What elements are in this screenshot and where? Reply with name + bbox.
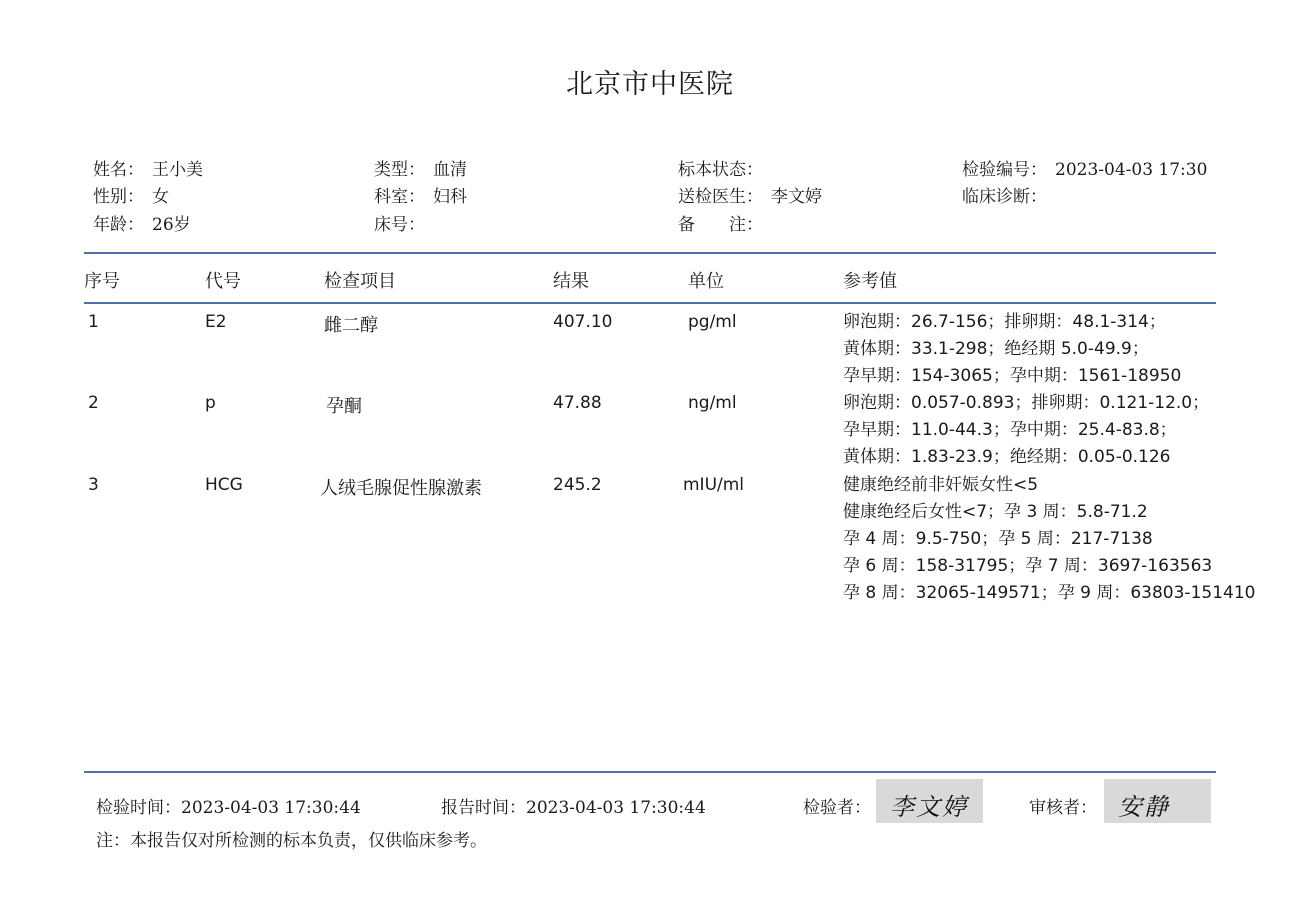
row-code: E2 [205,312,227,332]
doctor-field [678,182,822,207]
name-value: 王小美 [152,160,203,180]
reference-line: 黄体期：1.83-23.9；绝经期：0.05-0.126 [843,447,1171,467]
row-no: 1 [88,312,99,332]
type-label: 类型： [374,160,425,180]
diagnosis-field [962,182,1055,207]
col-header-result: 结果 [553,271,589,292]
reference-line: 孕 6 周：158-31795；孕 7 周：3697-163563 [843,556,1213,576]
row-item: 人绒毛腺促性腺激素 [320,478,482,499]
name-field [93,155,203,180]
remark-field [678,210,771,235]
specimen-field [678,155,771,180]
row-result: 407.10 [553,312,613,332]
row-code: p [205,393,216,413]
test-no-label: 检验编号： [962,160,1047,180]
age-field [93,210,191,235]
reviewer-signature-text: 安静 [1118,793,1170,821]
col-header-code: 代号 [205,271,241,292]
report-time-label: 报告时间： [441,798,526,818]
col-header-reference: 参考值 [843,271,897,292]
reference-line: 孕 4 周：9.5-750；孕 5 周：217-7138 [843,529,1153,549]
reference-line: 孕早期：154-3065；孕中期：1561-18950 [843,366,1182,386]
reference-line: 孕 8 周：32065-149571；孕 9 周：63803-151410 [843,583,1256,603]
type-value: 血清 [433,160,467,180]
sex-value: 女 [152,187,169,207]
age-label: 年龄： [93,215,144,235]
dept-field [374,182,467,207]
tester-label: 检验者： [803,798,871,818]
remark-label: 备 注： [678,215,763,235]
reference-line: 健康绝经后女性<7；孕 3 周：5.8-71.2 [843,502,1148,522]
reference-line: 卵泡期：0.057-0.893；排卵期：0.121-12.0； [843,393,1210,413]
col-header-unit: 单位 [688,271,724,292]
tester-signature [876,779,983,823]
header-top-rule [84,252,1216,254]
bed-label: 床号： [374,215,425,235]
row-item: 雌二醇 [324,315,378,336]
reviewer-signature [1104,779,1211,823]
row-item: 孕酮 [326,396,362,417]
row-reference [843,390,1209,471]
name-label: 姓名： [93,160,144,180]
dept-label: 科室： [374,187,425,207]
reference-line: 黄体期：33.1-298；绝经期 5.0-49.9； [843,339,1149,359]
tester-signature-text: 李文婷 [890,793,968,821]
row-reference [843,472,1255,607]
row-result: 245.2 [553,475,602,495]
test-no-value: 2023-04-03 17:30 [1055,160,1208,180]
sex-label: 性别： [93,187,144,207]
doctor-label: 送检医生： [678,187,763,207]
bed-field [374,210,433,235]
row-no: 2 [88,393,99,413]
test-time-value: 2023-04-03 17:30:44 [181,798,361,818]
reference-line: 孕早期：11.0-44.3；孕中期：25.4-83.8； [843,420,1177,440]
dept-value: 妇科 [433,187,467,207]
col-header-item: 检查项目 [324,271,396,292]
type-field [374,155,467,180]
row-unit: pg/ml [688,312,737,332]
row-code: HCG [205,475,243,495]
reference-line: 卵泡期：26.7-156；排卵期：48.1-314； [843,312,1166,332]
report-time-value: 2023-04-03 17:30:44 [526,798,706,818]
row-unit: mIU/ml [683,475,745,495]
reference-line: 健康绝经前非奸娠女性<5 [843,475,1039,495]
reviewer-label: 审核者： [1029,798,1097,818]
sex-field [93,182,169,207]
hospital-title: 北京市中医院 [566,69,734,100]
row-result: 47.88 [553,393,602,413]
test-time [96,793,361,818]
age-value: 26岁 [152,215,191,235]
report-time [441,793,706,818]
test-no-field [962,155,1207,180]
footer-rule [84,771,1216,773]
diagnosis-label: 临床诊断： [962,187,1047,207]
row-no: 3 [88,475,99,495]
header-bottom-rule [84,302,1216,304]
row-reference [843,309,1181,390]
doctor-value: 李文婷 [771,187,822,207]
specimen-label: 标本状态： [678,160,763,180]
test-time-label: 检验时间： [96,798,181,818]
disclaimer-note: 注：本报告仅对所检测的标本负责，仅供临床参考。 [96,831,487,851]
col-header-no: 序号 [84,271,120,292]
row-unit: ng/ml [688,393,737,413]
